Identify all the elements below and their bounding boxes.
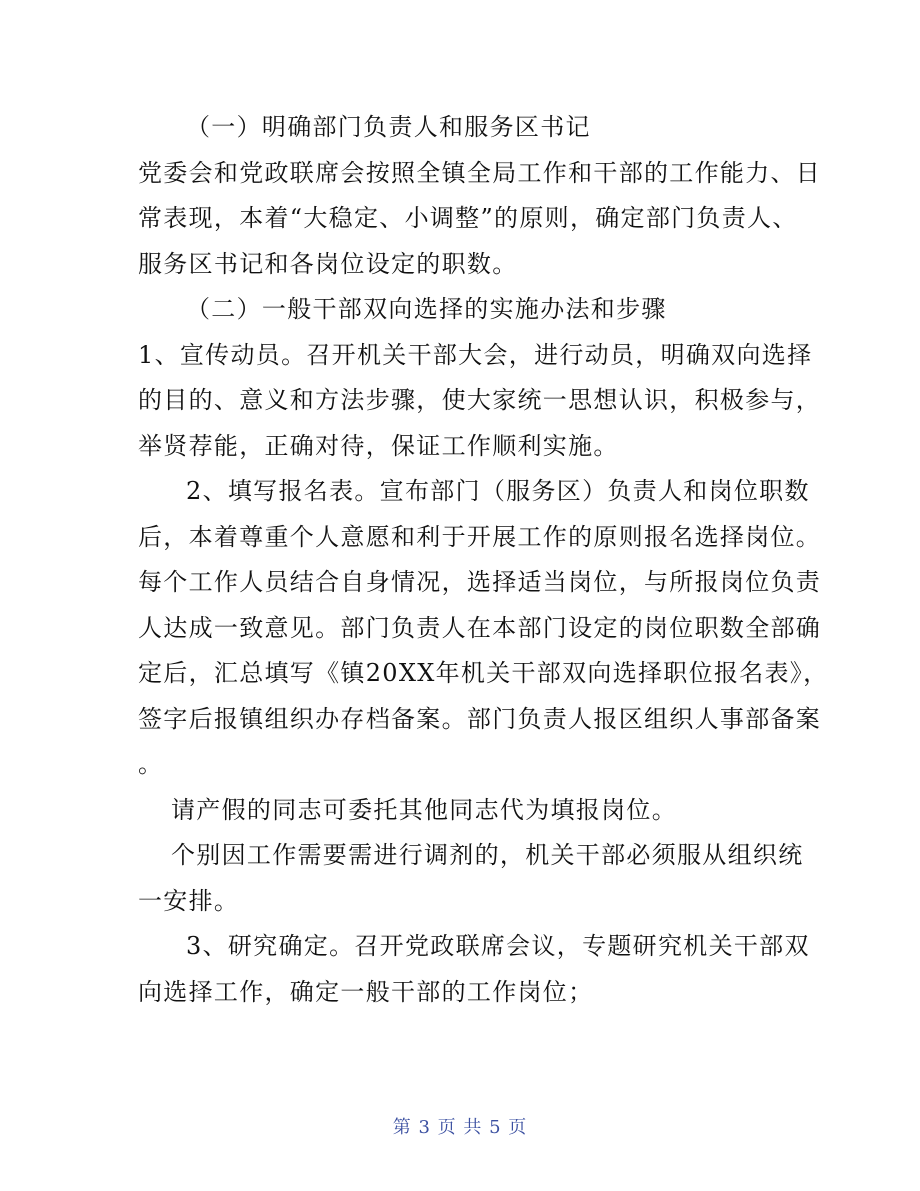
paragraph-line: 。 (138, 750, 164, 778)
paragraph-line: 向选择工作，确定一般干部的工作岗位； (138, 977, 594, 1006)
paragraph-line: 2、填写报名表。宣布部门（服务区）负责人和岗位职数 (186, 477, 810, 505)
paragraph-line: 一安排。 (138, 886, 240, 915)
paragraph-line: 举贤荐能，正确对待，保证工作顺利实施。 (138, 431, 619, 460)
paragraph-line: 后，本着尊重个人意愿和利于开展工作的原则报名选择岗位。 (138, 522, 822, 551)
paragraph-line: 定后，汇总填写《镇20XX年机关干部双向选择职位报名表》， (138, 659, 829, 687)
page-number: 第 3 页 共 5 页 (392, 1117, 528, 1138)
paragraph-line: 每个工作人员结合自身情况，选择适当岗位，与所报岗位负责 (138, 568, 822, 596)
paragraph-line: 个别因工作需要需进行调剂的，机关干部必须服从组织统 (171, 841, 804, 869)
paragraph-line: 请产假的同志可委托其他同志代为填报岗位。 (171, 795, 677, 824)
paragraph-line: 1、宣传动员。召开机关干部大会，进行动员，明确双向选择 (138, 340, 813, 369)
section-heading-1: （一）明确部门负责人和服务区书记 (186, 113, 591, 141)
paragraph-line: 常表现，本着“大稳定、小调整”的原则，确定部门负责人、 (138, 204, 798, 232)
paragraph-line: 服务区书记和各岗位设定的职数。 (138, 249, 518, 278)
paragraph-line: 签字后报镇组织办存档备案。部门负责人报区组织人事部备案 (138, 704, 822, 733)
document-body (138, 105, 829, 1015)
paragraph-line: 党委会和党政联席会按照全镇全局工作和干部的工作能力、日 (138, 158, 822, 187)
paragraph-line: 的目的、意义和方法步骤，使大家统一思想认识，积极参与， (138, 386, 822, 414)
paragraph-line: 3、研究确定。召开党政联席会议，专题研究机关干部双 (186, 932, 810, 960)
section-heading-2: （二）一般干部双向选择的实施办法和步骤 (186, 295, 667, 323)
paragraph-line: 人达成一致意见。部门负责人在本部门设定的岗位职数全部确 (138, 613, 822, 642)
